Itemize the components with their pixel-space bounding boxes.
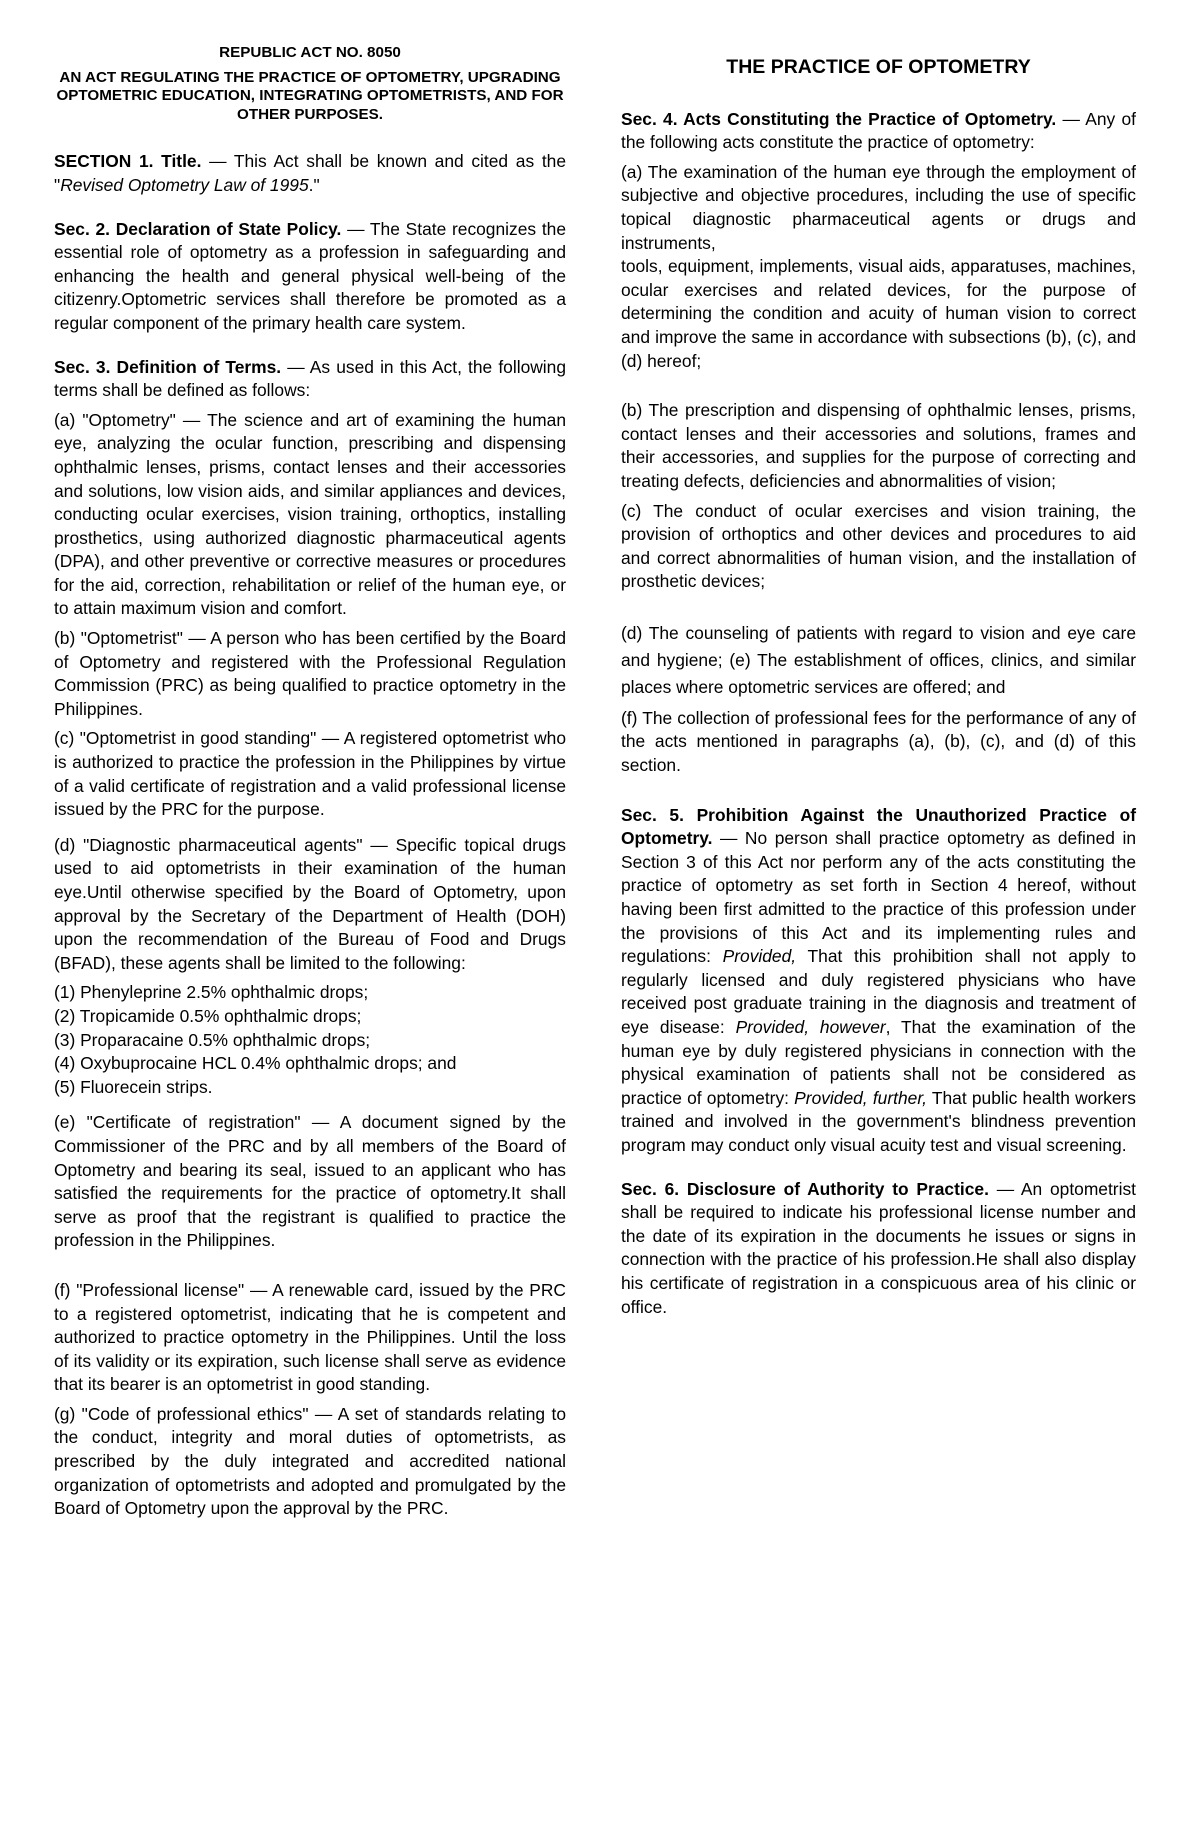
section-5-text-2: That this prohibition shall not apply to regularly licensed and duly registered physicians who have received post graduate training in the diagnosis and treatment of eye disease: [621,946,1136,1037]
diagnostic-agents-list [54,981,566,1099]
section-6-text: — An optometrist shall be required to indicate his professional license number and the date of its expiration in the documents he issues or signs in connection with the practice of his profession.He shall also display his certificate of registration in a conspicuous area of his clinic or office. [621,1178,1136,1317]
proviso-3: Provided, further, [794,1087,927,1108]
act-c: (c) The conduct of ocular exercises and vision training, the provision of orthoptics and other devices and procedures to aid and correct abnormalities of human vision, and the installation of prosthetic devices; [621,500,1136,592]
section-3-text: — As used in this Act, the following terms shall be defined as follows: [54,356,567,401]
section-5-heading: Sec. 5. Prohibition Against the Unauthorized Practice of Optometry. [621,804,1136,849]
definition-good-standing: (c) "Optometrist in good standing" — A registered optometrist who is authorized to practice the profession in the Philippines by virtue of a valid certificate of registration and a valid professional license issued by the PRC for the purpose. [54,728,566,820]
act-b: (b) The prescription and dispensing of ophthalmic lenses, prisms, contact lenses and their accessories and solutions, frames and their accessories, and supplies for the purpose of correcting and treating defects, deficiencies and abnormalities of vision; [621,400,1136,491]
section-3-heading: Sec. 3. Definition of Terms. [54,356,282,377]
act-a-part-1: (a) The examination of the human eye through the employment of subjective and objective procedures, including the use of specific topical diagnostic pharmaceutical agents or drugs and instruments, [621,161,1136,253]
section-4-heading: Sec. 4. Acts Constituting the Practice of Optometry. [621,108,1057,129]
proviso-1: Provided, [722,946,797,967]
proviso-2: Provided, however [735,1017,886,1037]
definition-diagnostic-agents: (d) "Diagnostic pharmaceutical agents" — Specific topical drugs used to aid optometrists in their examination of the human eye.Until otherwise specified by the Board of Optometry, upon approval by the Secretary of the Department of Health (DOH) upon the recommendation of the Bureau of Food and Drugs (BFAD), these agents shall be limited to the following: [54,834,566,973]
section-2-text: — The State recognizes the essential role of optometry as a profession in safeguarding and enhancing the health and general physical well-being of the citizenry.Optometric services shall therefore be promoted as a regular component of the primary health care system. [54,218,566,333]
definition-optometry: (a) "Optometry" — The science and art of examining the human eye, analyzing the ocular function, prescribing and dispensing ophthalmic lenses, prisms, contact lenses and their accessories and solutions, low vision aids, and similar appliances and devices, conducting ocular exercises, vision training, orthoptics, installing prosthetics, using authorized diagnostic pharmaceutical agents (DPA), and other preventive or corrective measures or procedures for the aid, correction, rehabilitation or relief of the human eye, or to attain maximum vision and comfort. [54,409,566,619]
section-2 [54,218,566,336]
act-f: (f) The collection of professional fees for the performance of any of the acts mentioned in paragraphs (a), (b), (c), and (d) of this section. [621,707,1136,776]
section-4-text: — Any of the following acts constitute the practice of optometry: [621,108,1136,153]
section-6 [621,1178,1136,1320]
right-column [621,44,1136,1319]
section-1-text-end: ." [308,174,320,195]
list-item: (1) Phenyleprine 2.5% ophthalmic drops; [54,982,369,1003]
act-a-part-2: tools, equipment, implements, visual aids, apparatuses, machines, ocular exercises and related devices, for the purpose of determining the condition and acuity of human vision to correct and improve the same in accordance with subsections (b), (c), and (d) hereof; [621,256,1136,371]
section-1 [54,150,566,197]
definition-optometrist: (b) "Optometrist" — A person who has been certified by the Board of Optometry and registered with the Professional Regulation Commission (PRC) as being qualified to practice optometry in the Philippines. [54,628,566,719]
act-d-e: (d) The counseling of patients with regard to vision and eye care and hygiene; (e) The establishment of offices, clinics, and similar places where optometric services are offered; and [621,622,1136,697]
definition-code-of-ethics: (g) "Code of professional ethics" — A set of standards relating to the conduct, integrity and moral duties of optometrists, as prescribed by the duly integrated and accredited national organization of optometrists and adopted and promulgated by the Board of Optometry upon the approval by the PRC. [54,1403,566,1519]
act-title: AN ACT REGULATING THE PRACTICE OF OPTOMETRY, UPGRADING OPTOMETRIC EDUCATION, INTEGRATING OPTOMETRISTS, AND FOR OTHER PURPOSES. [56,68,564,123]
section-5 [621,804,1136,1158]
definition-license: (f) "Professional license" — A renewable card, issued by the PRC to a registered optometrist, indicating that he is competent and authorized to practice optometry in the Philippines. Until the loss of its validity or its expiration, such license shall serve as evidence that its bearer is an optometrist in good standing. [54,1279,566,1395]
section-1-heading: SECTION 1. Title. [54,151,202,172]
section-1-text: — This Act shall be known and cited as the " [54,151,566,195]
act-number: REPUBLIC ACT NO. 8050 [219,44,401,61]
section-4 [621,108,1136,155]
section-3 [54,356,566,403]
section-6-heading: Sec. 6. Disclosure of Authority to Practice. [621,1178,989,1199]
section-5-text: — No person shall practice optometry as defined in Section 3 of this Act nor perform any of the acts constituting the practice of optometry as set forth in Section 4 hereof, without having been first admitted to the practice of this profession under the provisions of this Act and its implementing rules and regulations: [621,828,1136,967]
definition-certificate: (e) "Certificate of registration" — A document signed by the Commissioner of the PRC and by all members of the Board of Optometry and bearing its seal, issued to an applicant who has satisfied the requirements for the practice of optometry.It shall serve as proof that the registrant is qualified to practice the profession in the Philippines. [54,1112,566,1251]
list-item: (2) Tropicamide 0.5% ophthalmic drops; [54,1005,362,1026]
section-5-text-4: That public health workers trained and involved in the government's blindness prevention program may conduct only visual acuity test and visual screening. [621,1087,1136,1155]
section-2-heading: Sec. 2. Declaration of State Policy. [54,218,342,239]
section-1-short-title: Revised Optometry Law of 1995 [60,174,309,195]
left-column [54,44,566,1521]
list-item: (5) Fluorecein strips. [54,1076,213,1097]
section-5-text-3: , That the examination of the human eye by duly registered physicians in connection with the physical examination of patients shall not be considered as practice of optometry: [621,1017,1136,1108]
part-title: THE PRACTICE OF OPTOMETRY [726,56,1031,78]
list-item: (3) Proparacaine 0.5% ophthalmic drops; [54,1029,371,1050]
list-item: (4) Oxybuprocaine HCL 0.4% ophthalmic drops; and [54,1053,457,1074]
